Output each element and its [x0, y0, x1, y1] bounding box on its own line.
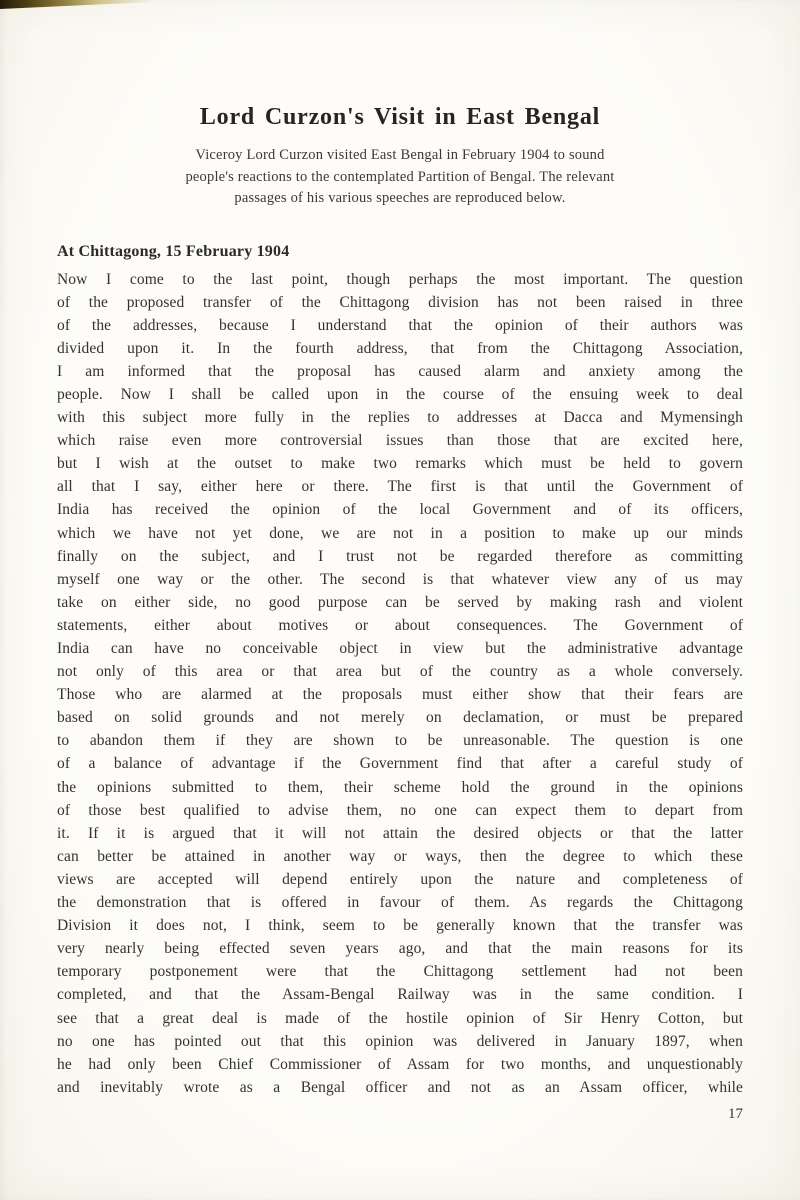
body-text-line: statements, either about motives or about consequences. The Government of: [57, 616, 743, 634]
body-text-line: completed, and that the Assam-Bengal Railway was in the same condition. I: [57, 986, 743, 1004]
page-title: Lord Curzon's Visit in East Bengal: [199, 104, 601, 130]
body-text-line: views are accepted will depend entirely upon the nature and completeness of: [57, 870, 743, 888]
body-text-line: the opinions submitted to them, their scheme hold the ground in the opinions: [57, 778, 743, 796]
body-text-line: very nearly being effected seven years ago, and that the main reasons for its: [57, 940, 743, 958]
body-text-line: Now I come to the last point, though perhaps the most important. The question: [57, 270, 743, 288]
body-text-line: temporary postponement were that the Chittagong settlement had not been: [57, 963, 743, 981]
body-text-line: to abandon them if they are shown to be unreasonable. The question is one: [57, 732, 743, 750]
body-text-line: take on either side, no good purpose can be served by making rash and violent: [57, 593, 743, 611]
body-text-line: he had only been Chief Commissioner of Assam for two months, and unquestionably: [57, 1055, 743, 1073]
body-text-line: I am informed that the proposal has caused alarm and anxiety among the: [57, 362, 743, 380]
subtitle-line: passages of his various speeches are reproduced below.: [234, 190, 566, 206]
body-text-line: see that a great deal is made of the hostile opinion of Sir Henry Cotton, but: [57, 1009, 743, 1027]
body-text-line: of a balance of advantage if the Government find that after a careful study of: [57, 755, 743, 773]
body-text-line: but I wish at the outset to make two remarks which must be held to govern: [57, 455, 743, 473]
body-text-line: and inevitably wrote as a Bengal officer and not as an Assam officer, while: [57, 1078, 743, 1096]
body-text-line: all that I say, either here or there. The first is that until the Government of: [57, 478, 743, 496]
body-text-line: Division it does not, I think, seem to be generally known that the transfer was: [57, 917, 743, 935]
body-text-line: can better be attained in another way or ways, then the degree to which these: [57, 847, 743, 865]
body-text-line: not only of this area or that area but of the country as a whole conversely.: [57, 663, 743, 681]
body-paragraph: [57, 268, 743, 1099]
body-text-line: divided upon it. In the fourth address, that from the Chittagong Association,: [57, 339, 743, 357]
body-text-line: with this subject more fully in the replies to addresses at Dacca and Mymensingh: [57, 409, 743, 427]
body-text-line: of the proposed transfer of the Chittagong division has not been raised in three: [57, 293, 743, 311]
page-content: [57, 0, 743, 1125]
body-text-line: India has received the opinion of the local Government and of its officers,: [57, 501, 743, 519]
body-text-line: which raise even more controversial issues than those that are excited here,: [57, 432, 743, 450]
body-text-line: the demonstration that is offered in favour of them. As regards the Chittagong: [57, 894, 743, 912]
body-text-line: based on solid grounds and not merely on declamation, or must be prepared: [57, 709, 743, 727]
body-text-line: Those who are alarmed at the proposals must either show that their fears are: [57, 686, 743, 704]
body-text-line: which we have not yet done, we are not in a position to make up our minds: [57, 524, 743, 542]
body-text-line: of those best qualified to advise them, no one can expect them to depart from: [57, 801, 743, 819]
page-number: 17: [728, 1105, 743, 1122]
body-text-line: India can have no conceivable object in view but the administrative advantage: [57, 640, 743, 657]
body-text-line: myself one way or the other. The second is that whatever view any of us may: [57, 570, 743, 588]
subtitle-line: Viceroy Lord Curzon visited East Bengal in February 1904 to sound: [195, 147, 605, 163]
body-text-line: finally on the subject, and I trust not be regarded therefore as committing: [57, 547, 743, 565]
subtitle-line: people's reactions to the contemplated Partition of Bengal. The relevant: [185, 168, 615, 185]
body-text-line: people. Now I shall be called upon in the course of the ensuing week to deal: [57, 385, 743, 403]
body-text-line: no one has pointed out that this opinion was delivered in January 1897, when: [57, 1032, 743, 1050]
page-subtitle: [102, 145, 698, 210]
section-heading: At Chittagong, 15 February 1904: [57, 242, 290, 260]
body-text-line: it. If it is argued that it will not attain the desired objects or that the latter: [57, 824, 743, 842]
body-text-line: of the addresses, because I understand that the opinion of their authors was: [57, 316, 743, 334]
